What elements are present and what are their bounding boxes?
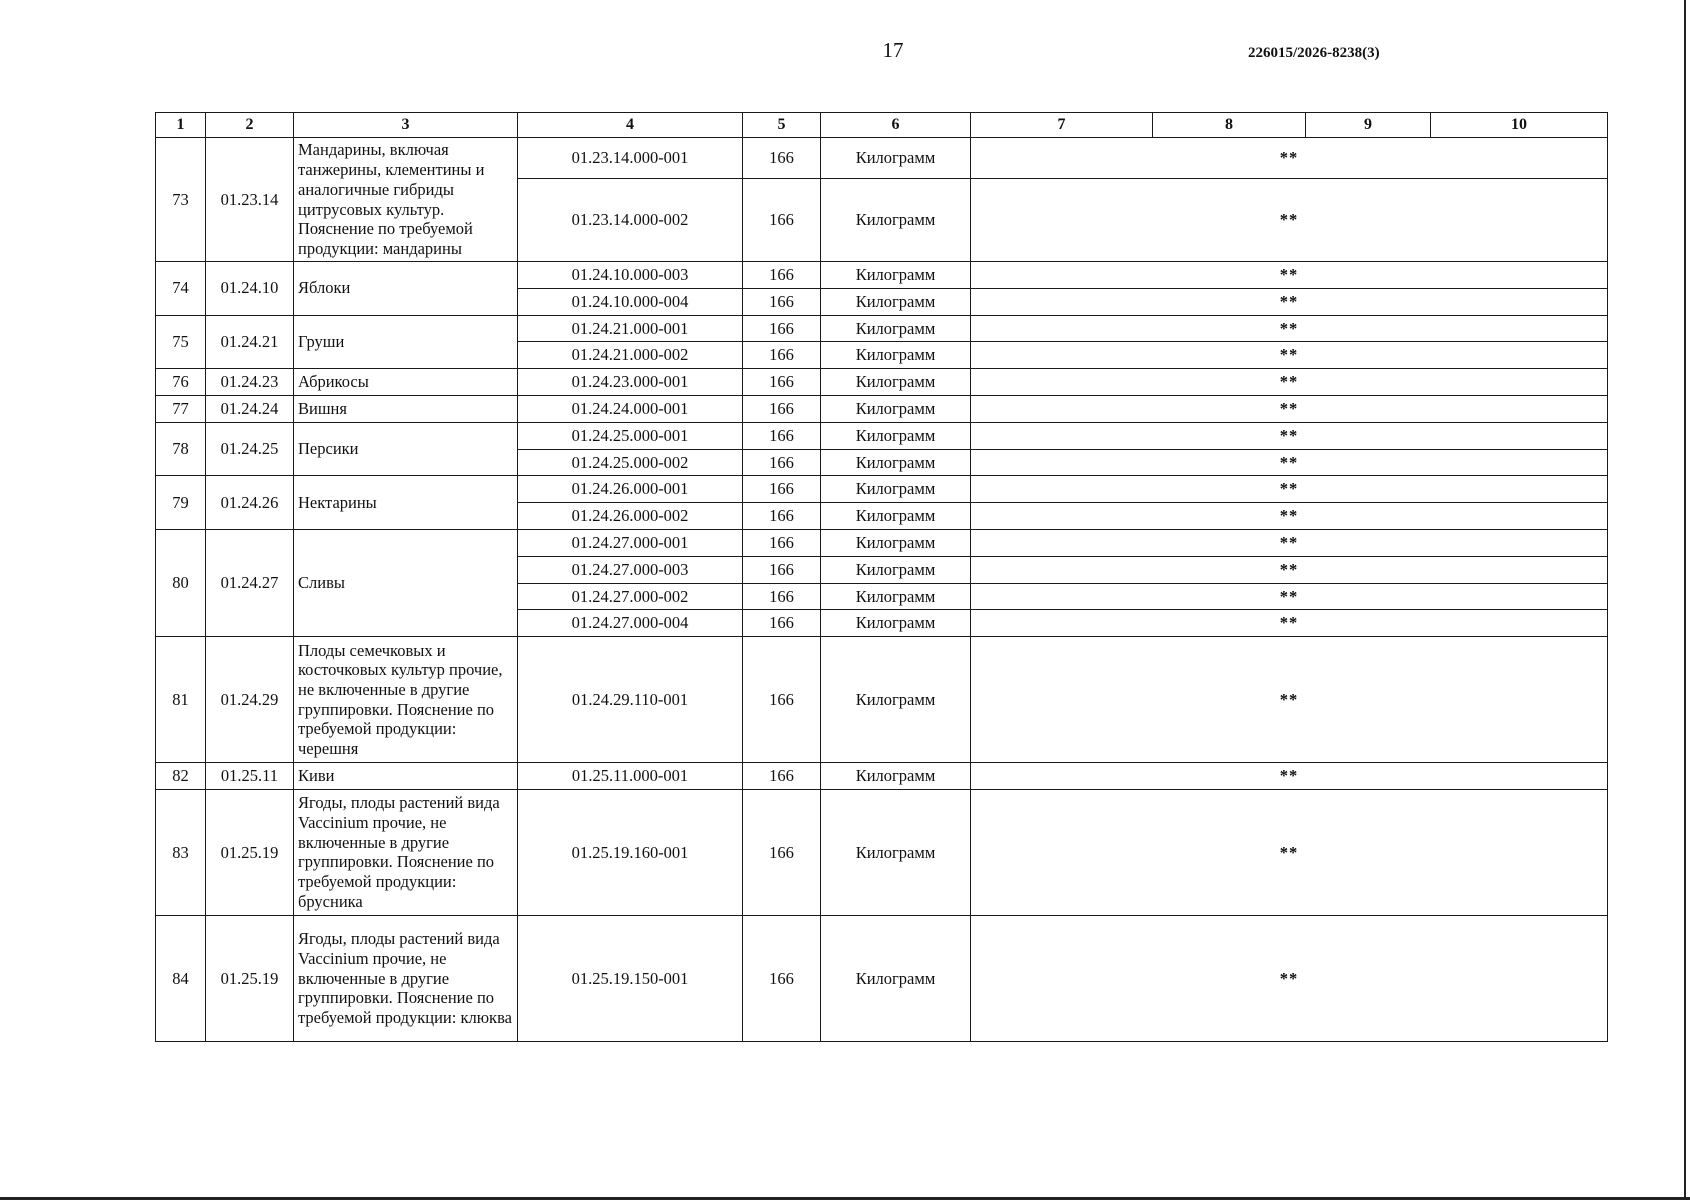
ktru-code: 01.23.14.000-002 (518, 179, 743, 262)
merged-mark: ** (971, 583, 1608, 610)
column-header: 9 (1306, 113, 1431, 138)
product-name: Абрикосы (294, 369, 518, 396)
table-row (156, 369, 1608, 396)
ktru-code: 01.25.11.000-001 (518, 763, 743, 790)
ktru-code: 01.24.10.000-004 (518, 288, 743, 315)
unit-name: Килограмм (821, 915, 971, 1041)
column-header: 8 (1153, 113, 1306, 138)
column-number-row (156, 113, 1608, 138)
okei-code: 166 (743, 556, 821, 583)
product-name: Нектарины (294, 476, 518, 530)
okpd-code: 01.24.24 (206, 395, 294, 422)
product-name: Ягоды, плоды растений вида Vaccinium прочие, не включенные в другие группировки. Пояснение по требуемой продукции: клюква (294, 915, 518, 1041)
okei-code: 166 (743, 583, 821, 610)
row-number: 80 (156, 529, 206, 636)
row-number: 74 (156, 262, 206, 316)
okei-code: 166 (743, 763, 821, 790)
row-number: 81 (156, 637, 206, 763)
unit-name: Килограмм (821, 179, 971, 262)
merged-mark: ** (971, 476, 1608, 503)
merged-mark: ** (971, 138, 1608, 179)
okpd-code: 01.24.27 (206, 529, 294, 636)
document-id: 226015/2026-8238(3) (1248, 45, 1380, 61)
okei-code: 166 (743, 138, 821, 179)
okei-code: 166 (743, 179, 821, 262)
okei-code: 166 (743, 262, 821, 289)
product-name: Персики (294, 422, 518, 476)
merged-mark: ** (971, 449, 1608, 476)
merged-mark: ** (971, 342, 1608, 369)
ktru-code: 01.24.25.000-002 (518, 449, 743, 476)
unit-name: Килограмм (821, 529, 971, 556)
table-row (156, 138, 1608, 179)
okpd-code: 01.25.19 (206, 789, 294, 915)
column-header: 5 (743, 113, 821, 138)
merged-mark: ** (971, 369, 1608, 396)
product-name: Вишня (294, 395, 518, 422)
table-row (156, 262, 1608, 289)
okei-code: 166 (743, 476, 821, 503)
product-name: Груши (294, 315, 518, 369)
unit-name: Килограмм (821, 288, 971, 315)
unit-name: Килограмм (821, 637, 971, 763)
row-number: 79 (156, 476, 206, 530)
unit-name: Килограмм (821, 610, 971, 637)
row-number: 73 (156, 138, 206, 262)
ktru-code: 01.24.10.000-003 (518, 262, 743, 289)
product-name: Яблоки (294, 262, 518, 316)
row-number: 82 (156, 763, 206, 790)
merged-mark: ** (971, 503, 1608, 530)
okpd-code: 01.25.11 (206, 763, 294, 790)
column-header: 1 (156, 113, 206, 138)
row-number: 83 (156, 789, 206, 915)
unit-name: Килограмм (821, 763, 971, 790)
ktru-code: 01.24.26.000-001 (518, 476, 743, 503)
page-number: 17 (882, 38, 904, 62)
table-row (156, 789, 1608, 915)
okpd-code: 01.24.29 (206, 637, 294, 763)
column-header: 3 (294, 113, 518, 138)
table-row (156, 476, 1608, 503)
product-name: Мандарины, включая танжерины, клементины и аналогичные гибриды цитрусовых культур. Пояснение по требуемой продукции: мандарины (294, 138, 518, 262)
merged-mark: ** (971, 763, 1608, 790)
table-row (156, 529, 1608, 556)
okei-code: 166 (743, 288, 821, 315)
unit-name: Килограмм (821, 789, 971, 915)
ktru-code: 01.24.26.000-002 (518, 503, 743, 530)
merged-mark: ** (971, 637, 1608, 763)
okei-code: 166 (743, 369, 821, 396)
unit-name: Килограмм (821, 262, 971, 289)
okei-code: 166 (743, 315, 821, 342)
sheet-border-right (1684, 0, 1686, 1200)
ktru-code: 01.25.19.160-001 (518, 789, 743, 915)
okpd-code: 01.24.23 (206, 369, 294, 396)
okei-code: 166 (743, 789, 821, 915)
product-name: Ягоды, плоды растений вида Vaccinium прочие, не включенные в другие группировки. Пояснение по требуемой продукции: брусника (294, 789, 518, 915)
product-name: Киви (294, 763, 518, 790)
table-row (156, 315, 1608, 342)
merged-mark: ** (971, 422, 1608, 449)
table-row (156, 395, 1608, 422)
merged-mark: ** (971, 179, 1608, 262)
ktru-code: 01.23.14.000-001 (518, 138, 743, 179)
ktru-code: 01.24.27.000-004 (518, 610, 743, 637)
merged-mark: ** (971, 556, 1608, 583)
table-row (156, 422, 1608, 449)
row-number: 78 (156, 422, 206, 476)
okei-code: 166 (743, 422, 821, 449)
merged-mark: ** (971, 915, 1608, 1041)
unit-name: Килограмм (821, 395, 971, 422)
okpd-code: 01.24.10 (206, 262, 294, 316)
okpd-code: 01.23.14 (206, 138, 294, 262)
ktru-code: 01.24.27.000-003 (518, 556, 743, 583)
okpd-code: 01.24.25 (206, 422, 294, 476)
unit-name: Килограмм (821, 315, 971, 342)
merged-mark: ** (971, 395, 1608, 422)
okei-code: 166 (743, 395, 821, 422)
column-header: 4 (518, 113, 743, 138)
merged-mark: ** (971, 315, 1608, 342)
table-row (156, 637, 1608, 763)
ktru-code: 01.24.29.110-001 (518, 637, 743, 763)
okpd-code: 01.25.19 (206, 915, 294, 1041)
ktru-code: 01.24.25.000-001 (518, 422, 743, 449)
merged-mark: ** (971, 529, 1608, 556)
okpd-code: 01.24.21 (206, 315, 294, 369)
okei-code: 166 (743, 637, 821, 763)
okpd-code: 01.24.26 (206, 476, 294, 530)
product-name: Сливы (294, 529, 518, 636)
merged-mark: ** (971, 610, 1608, 637)
unit-name: Килограмм (821, 503, 971, 530)
ktru-code: 01.24.21.000-001 (518, 315, 743, 342)
row-number: 76 (156, 369, 206, 396)
unit-name: Килограмм (821, 422, 971, 449)
column-header: 7 (971, 113, 1153, 138)
ktru-code: 01.25.19.150-001 (518, 915, 743, 1041)
product-name: Плоды семечковых и косточковых культур прочие, не включенные в другие группировки. Пояснение по требуемой продукции: черешня (294, 637, 518, 763)
unit-name: Килограмм (821, 583, 971, 610)
okei-code: 166 (743, 529, 821, 556)
unit-name: Килограмм (821, 449, 971, 476)
ktru-code: 01.24.24.000-001 (518, 395, 743, 422)
merged-mark: ** (971, 262, 1608, 289)
okei-code: 166 (743, 915, 821, 1041)
ktru-code: 01.24.27.000-001 (518, 529, 743, 556)
specification-table (155, 112, 1608, 1042)
unit-name: Килограмм (821, 369, 971, 396)
ktru-code: 01.24.23.000-001 (518, 369, 743, 396)
row-number: 77 (156, 395, 206, 422)
unit-name: Килограмм (821, 342, 971, 369)
okei-code: 166 (743, 610, 821, 637)
ktru-code: 01.24.21.000-002 (518, 342, 743, 369)
column-header: 10 (1431, 113, 1608, 138)
table-row (156, 763, 1608, 790)
unit-name: Килограмм (821, 556, 971, 583)
okei-code: 166 (743, 342, 821, 369)
row-number: 84 (156, 915, 206, 1041)
okei-code: 166 (743, 503, 821, 530)
row-number: 75 (156, 315, 206, 369)
okei-code: 166 (743, 449, 821, 476)
merged-mark: ** (971, 789, 1608, 915)
merged-mark: ** (971, 288, 1608, 315)
unit-name: Килограмм (821, 476, 971, 503)
unit-name: Килограмм (821, 138, 971, 179)
table-row (156, 915, 1608, 1041)
column-header: 2 (206, 113, 294, 138)
column-header: 6 (821, 113, 971, 138)
ktru-code: 01.24.27.000-002 (518, 583, 743, 610)
